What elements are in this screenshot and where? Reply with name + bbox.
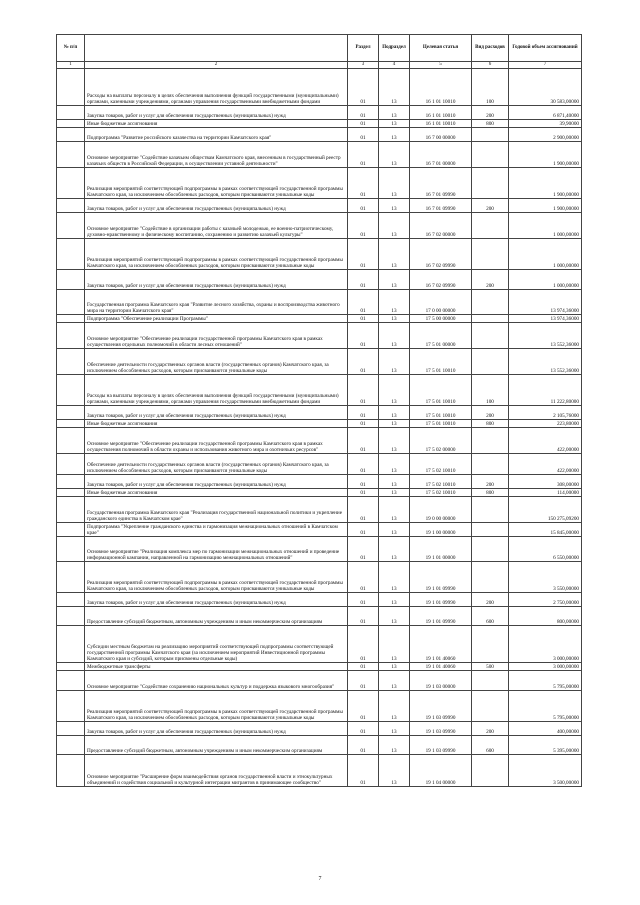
annual-amount-cell: 13 974,36000 (509, 315, 582, 323)
annual-amount-cell: 3 550,00000 (509, 562, 582, 593)
table-row (57, 420, 582, 428)
target-article-cell: 17 5 02 10010 (410, 489, 472, 497)
expense-type-cell (472, 323, 509, 349)
header-section: Раздел (348, 35, 379, 62)
expense-name-cell: Предоставление субсидий бюджетным, автономным учреждениям и иным некоммерческим организациям (85, 736, 348, 755)
expense-type-cell (472, 454, 509, 475)
expense-type-cell: 100 (472, 69, 509, 106)
section-code-cell: 01 (348, 736, 379, 755)
target-article-cell: 17 5 01 00000 (410, 323, 472, 349)
annual-amount-cell: 114,00000 (509, 489, 582, 497)
expense-name-cell: Иные бюджетные ассигнования (85, 120, 348, 128)
annual-amount-cell: 1 000,00000 (509, 213, 582, 239)
subsection-code-cell: 13 (379, 593, 410, 607)
expense-name-cell: Закупка товаров, работ и услуг для обеспечения государственных (муниципальных) нужд (85, 475, 348, 489)
row-number-cell (57, 626, 85, 663)
column-index: 1 (57, 62, 85, 69)
annual-amount-cell: 5 795,00000 (509, 671, 582, 691)
table-row (57, 270, 582, 290)
section-code-cell: 01 (348, 69, 379, 106)
row-number-cell (57, 736, 85, 755)
subsection-code-cell: 13 (379, 626, 410, 663)
target-article-cell: 19 1 03 00000 (410, 671, 472, 691)
annual-amount-cell: 1 000,00000 (509, 239, 582, 270)
annual-amount-cell: 2 750,00000 (509, 593, 582, 607)
subsection-code-cell: 13 (379, 406, 410, 420)
subsection-code-cell: 13 (379, 755, 410, 787)
expense-type-cell: 200 (472, 475, 509, 489)
row-number-cell (57, 375, 85, 406)
row-number-cell (57, 420, 85, 428)
expense-type-cell: 800 (472, 420, 509, 428)
annual-amount-cell: 3 000,00000 (509, 626, 582, 663)
target-article-cell: 19 1 03 09990 (410, 736, 472, 755)
table-row (57, 120, 582, 128)
table-row (57, 523, 582, 537)
expense-name-cell: Основное мероприятие "Содействие сохранению национальных культур и поддержка языкового многообразия" (85, 671, 348, 691)
section-code-cell: 01 (348, 523, 379, 537)
expense-type-cell: 800 (472, 489, 509, 497)
target-article-cell: 19 1 03 09990 (410, 722, 472, 736)
table-row (57, 323, 582, 349)
table-row (57, 671, 582, 691)
expense-name-cell: Основное мероприятие "Обеспечение реализации государственной программы Камчатского края в рамках осуществления отдельных полномочий в области лесных отношений" (85, 323, 348, 349)
annual-amount-cell: 308,00000 (509, 475, 582, 489)
row-number-cell (57, 497, 85, 523)
subsection-code-cell: 13 (379, 270, 410, 290)
table-row (57, 489, 582, 497)
expense-type-cell: 500 (472, 663, 509, 671)
annual-amount-cell: 2 900,00000 (509, 128, 582, 142)
table-row (57, 128, 582, 142)
subsection-code-cell: 13 (379, 120, 410, 128)
subsection-code-cell: 13 (379, 128, 410, 142)
target-article-cell: 16 1 01 10010 (410, 106, 472, 120)
row-number-cell (57, 290, 85, 315)
expense-name-cell: Иные бюджетные ассигнования (85, 489, 348, 497)
section-code-cell: 01 (348, 315, 379, 323)
row-number-cell (57, 239, 85, 270)
expense-type-cell (472, 497, 509, 523)
target-article-cell: 16 7 01 09990 (410, 168, 472, 199)
expense-type-cell (472, 290, 509, 315)
expense-name-cell: Закупка товаров, работ и услуг для обеспечения государственных (муниципальных) нужд (85, 722, 348, 736)
subsection-code-cell: 13 (379, 199, 410, 213)
section-code-cell: 01 (348, 406, 379, 420)
subsection-code-cell: 13 (379, 290, 410, 315)
annual-amount-cell: 223,80000 (509, 420, 582, 428)
expense-name-cell: Реализация мероприятий соответствующей подпрограммы в рамках соответствующей государственной программы Камчатского края, за исключением обособленных расходов, которым присваиваются уникальные коды (85, 562, 348, 593)
expense-type-cell (472, 315, 509, 323)
expense-type-cell (472, 168, 509, 199)
row-number-cell (57, 106, 85, 120)
table-row (57, 537, 582, 562)
annual-amount-cell: 6 871,40000 (509, 106, 582, 120)
column-index: 6 (472, 62, 509, 69)
column-index: 7 (509, 62, 582, 69)
section-code-cell: 01 (348, 323, 379, 349)
expense-name-cell: Государственная программа Камчатского края "Развитие лесного хозяйства, охраны и воспроизводства животного мира на территории Камчатского края" (85, 290, 348, 315)
expense-name-cell: Основное мероприятие "Расширение форм взаимодействия органов государственной власти и этнокультурных объединений и содействия социальной и культурной интеграции мигрантов в принимающее сообщество" (85, 755, 348, 787)
header-name (85, 35, 348, 62)
section-code-cell: 01 (348, 562, 379, 593)
expense-name-cell: Основное мероприятие "Содействие казачьим обществам Камчатского края, внесенным в государственный реестр казачьих обществ в Российской Федерации, в осуществлении уставной деятельности" (85, 142, 348, 168)
section-code-cell: 01 (348, 663, 379, 671)
subsection-code-cell: 13 (379, 489, 410, 497)
row-number-cell (57, 270, 85, 290)
expense-type-cell: 200 (472, 270, 509, 290)
target-article-cell: 19 1 03 09990 (410, 691, 472, 722)
subsection-code-cell: 13 (379, 69, 410, 106)
expense-name-cell: Закупка товаров, работ и услуг для обеспечения государственных (муниципальных) нужд (85, 406, 348, 420)
table-row (57, 375, 582, 406)
row-number-cell (57, 323, 85, 349)
expense-name-cell: Закупка товаров, работ и услуг для обеспечения государственных (муниципальных) нужд (85, 593, 348, 607)
row-number-cell (57, 428, 85, 454)
row-number-cell (57, 199, 85, 213)
annual-amount-cell: 422,00000 (509, 428, 582, 454)
table-row (57, 593, 582, 607)
header-subsection: Подраздел (379, 35, 410, 62)
section-code-cell: 01 (348, 691, 379, 722)
target-article-cell: 17 5 01 10010 (410, 349, 472, 375)
annual-amount-cell: 6 550,00000 (509, 537, 582, 562)
table-row (57, 607, 582, 626)
annual-amount-cell: 3 000,00000 (509, 663, 582, 671)
target-article-cell: 19 1 01 00000 (410, 537, 472, 562)
table-row (57, 290, 582, 315)
column-index: 3 (348, 62, 379, 69)
subsection-code-cell: 13 (379, 722, 410, 736)
target-article-cell: 16 7 01 00000 (410, 142, 472, 168)
subsection-code-cell: 13 (379, 323, 410, 349)
expense-name-cell: Закупка товаров, работ и услуг для обеспечения государственных (муниципальных) нужд (85, 199, 348, 213)
table-body (57, 69, 582, 787)
table-row (57, 69, 582, 106)
subsection-code-cell: 13 (379, 106, 410, 120)
annual-amount-cell: 1 900,00000 (509, 199, 582, 213)
subsection-code-cell: 13 (379, 239, 410, 270)
expense-type-cell (472, 349, 509, 375)
row-number-cell (57, 523, 85, 537)
expense-type-cell (472, 428, 509, 454)
row-number-cell (57, 489, 85, 497)
section-code-cell: 01 (348, 375, 379, 406)
subsection-code-cell: 13 (379, 454, 410, 475)
target-article-cell: 19 1 01 40060 (410, 626, 472, 663)
subsection-code-cell: 13 (379, 537, 410, 562)
annual-amount-cell: 39,90000 (509, 120, 582, 128)
expense-type-cell: 200 (472, 722, 509, 736)
subsection-code-cell: 13 (379, 315, 410, 323)
expense-type-cell: 600 (472, 736, 509, 755)
table-row (57, 239, 582, 270)
table-row (57, 106, 582, 120)
target-article-cell: 19 1 04 00000 (410, 755, 472, 787)
expense-name-cell: Закупка товаров, работ и услуг для обеспечения государственных (муниципальных) нужд (85, 106, 348, 120)
table-row (57, 626, 582, 663)
target-article-cell: 17 5 01 10010 (410, 420, 472, 428)
target-article-cell: 16 1 01 10010 (410, 69, 472, 106)
subsection-code-cell: 13 (379, 736, 410, 755)
subsection-code-cell: 13 (379, 428, 410, 454)
table-row (57, 315, 582, 323)
target-article-cell: 16 7 02 09990 (410, 239, 472, 270)
target-article-cell: 17 5 02 10010 (410, 475, 472, 489)
expense-type-cell (472, 142, 509, 168)
section-code-cell: 01 (348, 128, 379, 142)
section-code-cell: 01 (348, 475, 379, 489)
expense-name-cell: Подпрограмма "Развитие российского казачества на территории Камчатского края" (85, 128, 348, 142)
expense-name-cell: Расходы на выплаты персоналу в целях обеспечения выполнения функций государственными (муниципальными) органами, казенными учреждениями, органами управления государственными внебюджетными фондами (85, 375, 348, 406)
row-number-cell (57, 593, 85, 607)
section-code-cell: 01 (348, 106, 379, 120)
row-number-cell (57, 562, 85, 593)
annual-amount-cell: 400,00000 (509, 722, 582, 736)
row-number-cell (57, 120, 85, 128)
row-number-cell (57, 349, 85, 375)
table-row (57, 213, 582, 239)
subsection-code-cell: 13 (379, 562, 410, 593)
annual-amount-cell: 13 974,36000 (509, 290, 582, 315)
target-article-cell: 17 5 01 10010 (410, 375, 472, 406)
expense-type-cell: 200 (472, 593, 509, 607)
section-code-cell: 01 (348, 537, 379, 562)
expense-type-cell (472, 626, 509, 663)
annual-amount-cell: 13 552,36000 (509, 323, 582, 349)
table-row (57, 663, 582, 671)
annual-amount-cell: 15 845,00000 (509, 523, 582, 537)
expense-type-cell: 800 (472, 120, 509, 128)
expense-type-cell: 600 (472, 607, 509, 626)
row-number-cell (57, 607, 85, 626)
section-code-cell: 01 (348, 607, 379, 626)
row-number-cell (57, 142, 85, 168)
table-row (57, 142, 582, 168)
subsection-code-cell: 13 (379, 671, 410, 691)
section-code-cell: 01 (348, 497, 379, 523)
annual-amount-cell: 1 000,00000 (509, 270, 582, 290)
target-article-cell: 16 7 00 00000 (410, 128, 472, 142)
subsection-code-cell: 13 (379, 663, 410, 671)
subsection-code-cell: 13 (379, 213, 410, 239)
subsection-code-cell: 13 (379, 375, 410, 406)
budget-table-sheet (56, 34, 581, 787)
target-article-cell: 19 1 01 40060 (410, 663, 472, 671)
expense-name-cell: Межбюджетные трансферты (85, 663, 348, 671)
expense-type-cell (472, 691, 509, 722)
target-article-cell: 19 1 01 09990 (410, 562, 472, 593)
column-index-row (57, 62, 582, 69)
column-index: 5 (410, 62, 472, 69)
target-article-cell: 16 7 02 00000 (410, 213, 472, 239)
table-row (57, 199, 582, 213)
subsection-code-cell: 13 (379, 691, 410, 722)
expense-type-cell (472, 523, 509, 537)
target-article-cell: 19 0 00 00000 (410, 497, 472, 523)
row-number-cell (57, 537, 85, 562)
expense-name-cell: Реализация мероприятий соответствующей подпрограммы в рамках соответствующей государственной программы Камчатского края, за исключением обособленных расходов, которым присваиваются уникальные коды (85, 239, 348, 270)
table-row (57, 428, 582, 454)
annual-amount-cell: 11 222,80000 (509, 375, 582, 406)
header-number: № п/п (57, 35, 85, 62)
header-annual-amount: Годовой объем ассигнований (509, 35, 582, 62)
expense-name-cell: Реализация мероприятий соответствующей подпрограммы в рамках соответствующей государственной программы Камчатского края, за исключением обособленных расходов, которым присваиваются уникальные коды (85, 691, 348, 722)
target-article-cell: 17 5 00 00000 (410, 315, 472, 323)
section-code-cell: 01 (348, 671, 379, 691)
target-article-cell: 17 0 00 00000 (410, 290, 472, 315)
table-row (57, 475, 582, 489)
section-code-cell: 01 (348, 290, 379, 315)
column-index: 2 (85, 62, 348, 69)
target-article-cell: 19 1 01 09990 (410, 593, 472, 607)
subsection-code-cell: 13 (379, 142, 410, 168)
expense-name-cell: Подпрограмма "Обеспечение реализации Программы" (85, 315, 348, 323)
target-article-cell: 17 5 02 00000 (410, 428, 472, 454)
annual-amount-cell: 150 275,09200 (509, 497, 582, 523)
row-number-cell (57, 168, 85, 199)
expense-name-cell: Закупка товаров, работ и услуг для обеспечения государственных (муниципальных) нужд (85, 270, 348, 290)
table-row (57, 736, 582, 755)
subsection-code-cell: 13 (379, 349, 410, 375)
row-number-cell (57, 755, 85, 787)
target-article-cell: 16 1 01 10010 (410, 120, 472, 128)
row-number-cell (57, 691, 85, 722)
expense-type-cell: 200 (472, 106, 509, 120)
row-number-cell (57, 663, 85, 671)
section-code-cell: 01 (348, 489, 379, 497)
annual-amount-cell: 2 105,76000 (509, 406, 582, 420)
row-number-cell (57, 213, 85, 239)
column-index: 4 (379, 62, 410, 69)
table-row (57, 755, 582, 787)
target-article-cell: 17 5 02 10010 (410, 454, 472, 475)
row-number-cell (57, 722, 85, 736)
table-row (57, 497, 582, 523)
page-number: 7 (318, 876, 322, 882)
section-code-cell: 01 (348, 168, 379, 199)
expense-name-cell: Государственная программа Камчатского края "Реализация государственной национальной политики и укрепление гражданского единства в Камчатском крае" (85, 497, 348, 523)
table-row (57, 562, 582, 593)
expense-name-cell: Подпрограмма "Укрепление гражданского единства и гармонизация межнациональных отношений в Камчатском крае" (85, 523, 348, 537)
target-article-cell: 16 7 02 09990 (410, 270, 472, 290)
subsection-code-cell: 13 (379, 497, 410, 523)
section-code-cell: 01 (348, 722, 379, 736)
header-expense-type: Вид расходов (472, 35, 509, 62)
row-number-cell (57, 454, 85, 475)
subsection-code-cell: 13 (379, 607, 410, 626)
target-article-cell: 17 5 01 10010 (410, 406, 472, 420)
annual-amount-cell: 5 395,00000 (509, 736, 582, 755)
target-article-cell: 19 1 01 09990 (410, 607, 472, 626)
table-row (57, 406, 582, 420)
expense-name-cell: Реализация мероприятий соответствующей подпрограммы в рамках соответствующей государственной программы Камчатского края, за исключением обособленных расходов, которым присваиваются уникальные коды (85, 168, 348, 199)
row-number-cell (57, 406, 85, 420)
section-code-cell: 01 (348, 199, 379, 213)
annual-amount-cell: 422,00000 (509, 454, 582, 475)
expense-type-cell: 200 (472, 406, 509, 420)
expense-name-cell: Расходы на выплаты персоналу в целях обеспечения выполнения функций государственными (муниципальными) органами, казенными учреждениями, органами управления государственными внебюджетными фондами (85, 69, 348, 106)
subsection-code-cell: 13 (379, 168, 410, 199)
subsection-code-cell: 13 (379, 475, 410, 489)
expense-type-cell: 200 (472, 199, 509, 213)
expense-name-cell: Основное мероприятие "Содействие в организации работы с казачьей молодежью, ее военно-патриотическому, духовно-нравственному и физическому воспитанию, сохранению и развитию казачьей культуры" (85, 213, 348, 239)
table-row (57, 454, 582, 475)
annual-amount-cell: 1 900,00000 (509, 168, 582, 199)
annual-amount-cell: 1 900,00000 (509, 142, 582, 168)
annual-amount-cell: 30 583,00000 (509, 69, 582, 106)
expense-type-cell (472, 562, 509, 593)
section-code-cell: 01 (348, 420, 379, 428)
expense-type-cell: 100 (472, 375, 509, 406)
expense-type-cell (472, 671, 509, 691)
header-row (57, 35, 582, 62)
table-row (57, 349, 582, 375)
table-row (57, 168, 582, 199)
expense-name-cell: Обеспечение деятельности государственных органов власти (государственных органов) Камчатского края, за исключением обособленных расходов, которым присваиваются уникальные коды (85, 454, 348, 475)
section-code-cell: 01 (348, 120, 379, 128)
row-number-cell (57, 128, 85, 142)
annual-amount-cell: 3 500,00000 (509, 755, 582, 787)
target-article-cell: 16 7 01 09990 (410, 199, 472, 213)
budget-allocation-table (56, 34, 582, 787)
expense-type-cell (472, 239, 509, 270)
section-code-cell: 01 (348, 270, 379, 290)
section-code-cell: 01 (348, 428, 379, 454)
expense-name-cell: Основное мероприятие "Реализация комплекса мер по гармонизации межнациональных отношений и проведение информационной кампании, направленной на гармонизацию межнациональных отношений" (85, 537, 348, 562)
annual-amount-cell: 800,00000 (509, 607, 582, 626)
section-code-cell: 01 (348, 349, 379, 375)
table-row (57, 691, 582, 722)
section-code-cell: 01 (348, 142, 379, 168)
row-number-cell (57, 475, 85, 489)
expense-name-cell: Основное мероприятие "Обеспечение реализации государственной программы Камчатского края в рамках осуществления полномочий в области охраны и использования животного мира и охотничьих ресурсов" (85, 428, 348, 454)
section-code-cell: 01 (348, 239, 379, 270)
subsection-code-cell: 13 (379, 523, 410, 537)
table-row (57, 722, 582, 736)
row-number-cell (57, 315, 85, 323)
section-code-cell: 01 (348, 593, 379, 607)
expense-name-cell: Субсидии местным бюджетам на реализацию мероприятий соответствующей подпрограммы соответствующей государственной программы Камчатского края (за исключением мероприятий Инвестиционной программы Камчатского края и субсидий, которым присвоены отдельные коды) (85, 626, 348, 663)
expense-name-cell: Иные бюджетные ассигнования (85, 420, 348, 428)
subsection-code-cell: 13 (379, 420, 410, 428)
annual-amount-cell: 13 552,36000 (509, 349, 582, 375)
expense-name-cell: Предоставление субсидий бюджетным, автономным учреждениям и иным некоммерческим организациям (85, 607, 348, 626)
section-code-cell: 01 (348, 213, 379, 239)
section-code-cell: 01 (348, 755, 379, 787)
expense-type-cell (472, 755, 509, 787)
expense-type-cell (472, 128, 509, 142)
expense-type-cell (472, 537, 509, 562)
expense-type-cell (472, 213, 509, 239)
section-code-cell: 01 (348, 454, 379, 475)
section-code-cell: 01 (348, 626, 379, 663)
row-number-cell (57, 671, 85, 691)
expense-name-cell: Обеспечение деятельности государственных органов власти (государственных органов) Камчатского края, за исключением обособленных расходов, которым присваиваются уникальные коды (85, 349, 348, 375)
header-target-article: Целевая статья (410, 35, 472, 62)
target-article-cell: 19 1 00 00000 (410, 523, 472, 537)
row-number-cell (57, 69, 85, 106)
annual-amount-cell: 5 795,00000 (509, 691, 582, 722)
